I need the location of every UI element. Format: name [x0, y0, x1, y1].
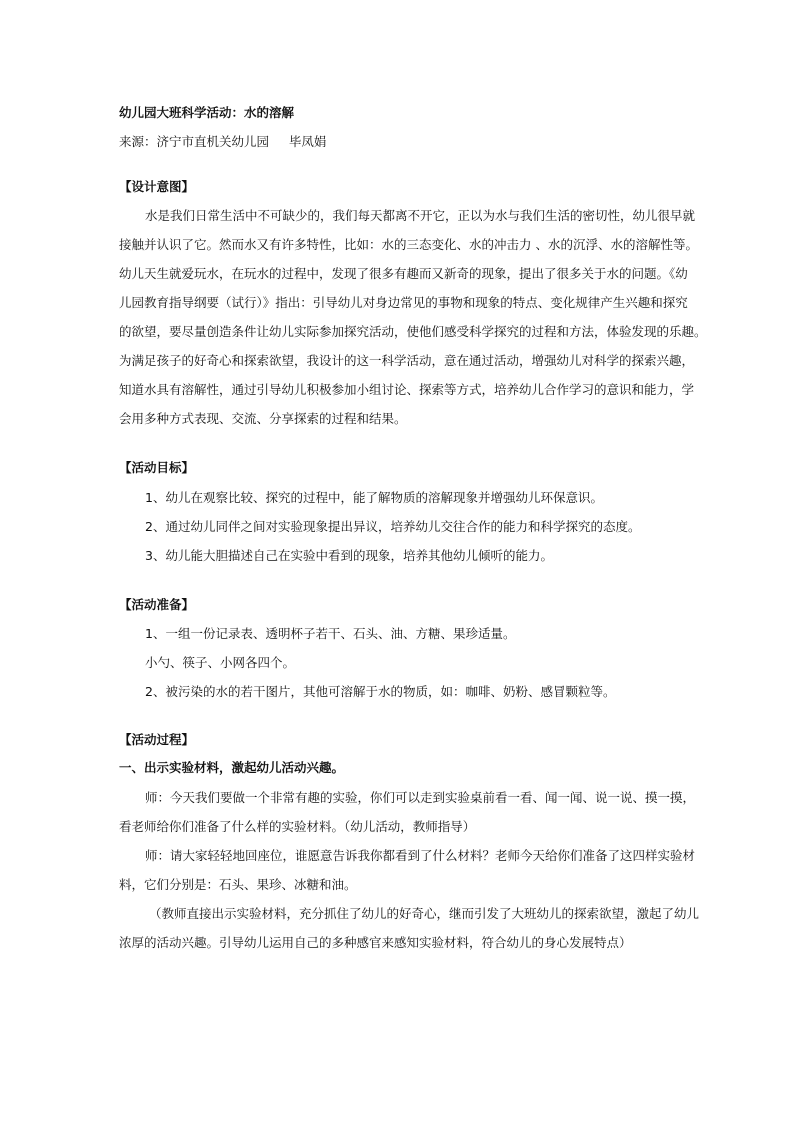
goals-heading: 【活动目标】: [119, 460, 195, 475]
design-heading: 【设计意图】: [119, 179, 195, 194]
process-line: （教师直接出示实验材料，充分抓住了幼儿的好奇心，继而引发了大班幼儿的探索欲望，激起了幼儿: [149, 906, 700, 921]
prep-item: 2、被污染的水的若干图片，其他可溶解于水的物质，如：咖啡、奶粉、感冒颗粒等。: [145, 684, 616, 699]
design-line: 水是我们日常生活中不可缺少的，我们每天都离不开它，正以为水与我们生活的密切性，幼儿很早就: [145, 208, 696, 223]
goal-item: 2、通过幼儿同伴之间对实验现象提出异议，培养幼儿交往合作的能力和科学探究的态度。: [145, 519, 641, 534]
process-line: 师：今天我们要做一个非常有趣的实验，你们可以走到实验桌前看一看、闻一闻、说一说、摸一摸，: [145, 790, 696, 805]
prep-heading: 【活动准备】: [119, 597, 195, 612]
design-line: 儿园教育指导纲要（试行）》指出：引导幼儿对身边常见的事物和现象的特点、变化规律产生兴趣和探究: [119, 295, 688, 310]
process-line: 料，它们分别是：石头、果珍、冰糖和油。: [119, 877, 357, 892]
design-line: 会用多种方式表现、交流、分享探索的过程和结果。: [119, 411, 407, 426]
design-line: 接触并认识了它。然而水又有许多特性，比如：水的三态变化、水的冲击力 、水的沉浮、水的溶解性等。: [119, 237, 698, 252]
process-line: 看老师给你们准备了什么样的实验材料。（幼儿活动，教师指导）: [119, 819, 476, 834]
design-line: 知道水具有溶解性，通过引导幼儿积极参加小组讨论、探索等方式，培养幼儿合作学习的意识和能力，学: [119, 382, 695, 397]
goal-item: 1、幼儿在观察比较、探究的过程中，能了解物质的溶解现象并增强幼儿环保意识。: [145, 490, 603, 505]
prep-item: 1、一组一份记录表、透明杯子若干、石头、油、方糖、果珍适量。: [145, 626, 516, 641]
document-source: 来源：济宁市直机关幼儿园 毕凤娟: [119, 134, 327, 149]
process-heading: 【活动过程】: [119, 732, 195, 747]
design-line: 的欲望，要尽量创造条件让幼儿实际参加探究活动，使他们感受科学探究的过程和方法，体验发现的乐趣。: [119, 324, 707, 339]
prep-item: 小勺、筷子、小网各四个。: [145, 655, 296, 670]
document-title: 幼儿园大班科学活动：水的溶解: [119, 105, 295, 120]
design-line: 幼儿天生就爱玩水，在玩水的过程中，发现了很多有趣而又新奇的现象，提出了很多关于水的问题。《幼: [119, 266, 688, 281]
process-line: 师：请大家轻轻地回座位，谁愿意告诉我你都看到了什么材料？老师今天给你们准备了这四样实验材: [145, 848, 696, 863]
process-line: 浓厚的活动兴趣。引导幼儿运用自己的多种感官来感知实验材料，符合幼儿的身心发展特点）: [119, 935, 632, 950]
design-line: 为满足孩子的好奇心和探索欲望，我设计的这一科学活动，意在通过活动，增强幼儿对科学的探索兴趣，: [119, 353, 695, 368]
goal-item: 3、幼儿能大胆描述自己在实验中看到的现象，培养其他幼儿倾听的能力。: [145, 548, 553, 563]
process-step-title: 一、出示实验材料，激起幼儿活动兴趣。: [119, 760, 345, 775]
